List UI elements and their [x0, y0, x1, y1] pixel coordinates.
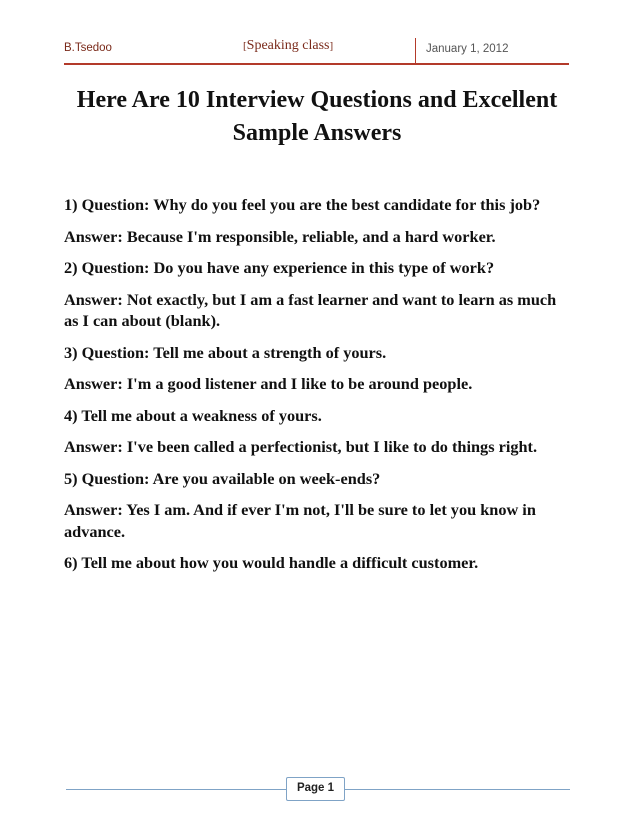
question-5: 5) Question: Are you available on week-ends?	[64, 468, 381, 488]
answer-4: Answer: I've been called a perfectionist, but I like to do things right.	[64, 437, 538, 456]
question-4: 4) Tell me about a weakness of yours.	[64, 405, 322, 425]
header-date: January 1, 2012	[426, 43, 509, 55]
header-class-title	[243, 38, 333, 54]
document-title: Here Are 10 Interview Questions and Excellent Sample Answers	[76, 87, 558, 146]
header-class-name: Speaking class	[246, 38, 330, 53]
answer-3: Answer: I'm a good listener and I like to be around people.	[64, 374, 473, 393]
answer-2: Answer: Not exactly, but I am a fast learner and want to learn as much as I can about (blank).	[64, 289, 557, 330]
question-1: 1) Question: Why do you feel you are the best candidate for this job?	[64, 195, 541, 214]
page-number: Page 1	[296, 782, 335, 794]
header-date-box	[415, 38, 569, 63]
footer-divider-right	[345, 789, 570, 790]
header-divider	[64, 63, 569, 65]
question-6: 6) Tell me about how you would handle a difficult customer.	[64, 553, 479, 572]
question-2: 2) Question: Do you have any experience in this type of work?	[64, 258, 495, 277]
header-author: B.Tsedoo	[64, 42, 112, 54]
question-3: 3) Question: Tell me about a strength of yours.	[64, 342, 387, 362]
answer-1: Answer: Because I'm responsible, reliable, and a hard worker.	[64, 226, 496, 246]
page-number-box	[286, 777, 345, 801]
qa-content	[64, 194, 564, 584]
header-bracket-close: ]	[329, 40, 334, 52]
page-header	[64, 38, 569, 68]
footer-divider-left	[66, 789, 286, 790]
answer-5: Answer: Yes I am. And if ever I'm not, I'll be sure to let you know in advance.	[64, 500, 536, 541]
header-bracket-open: [	[243, 40, 247, 52]
